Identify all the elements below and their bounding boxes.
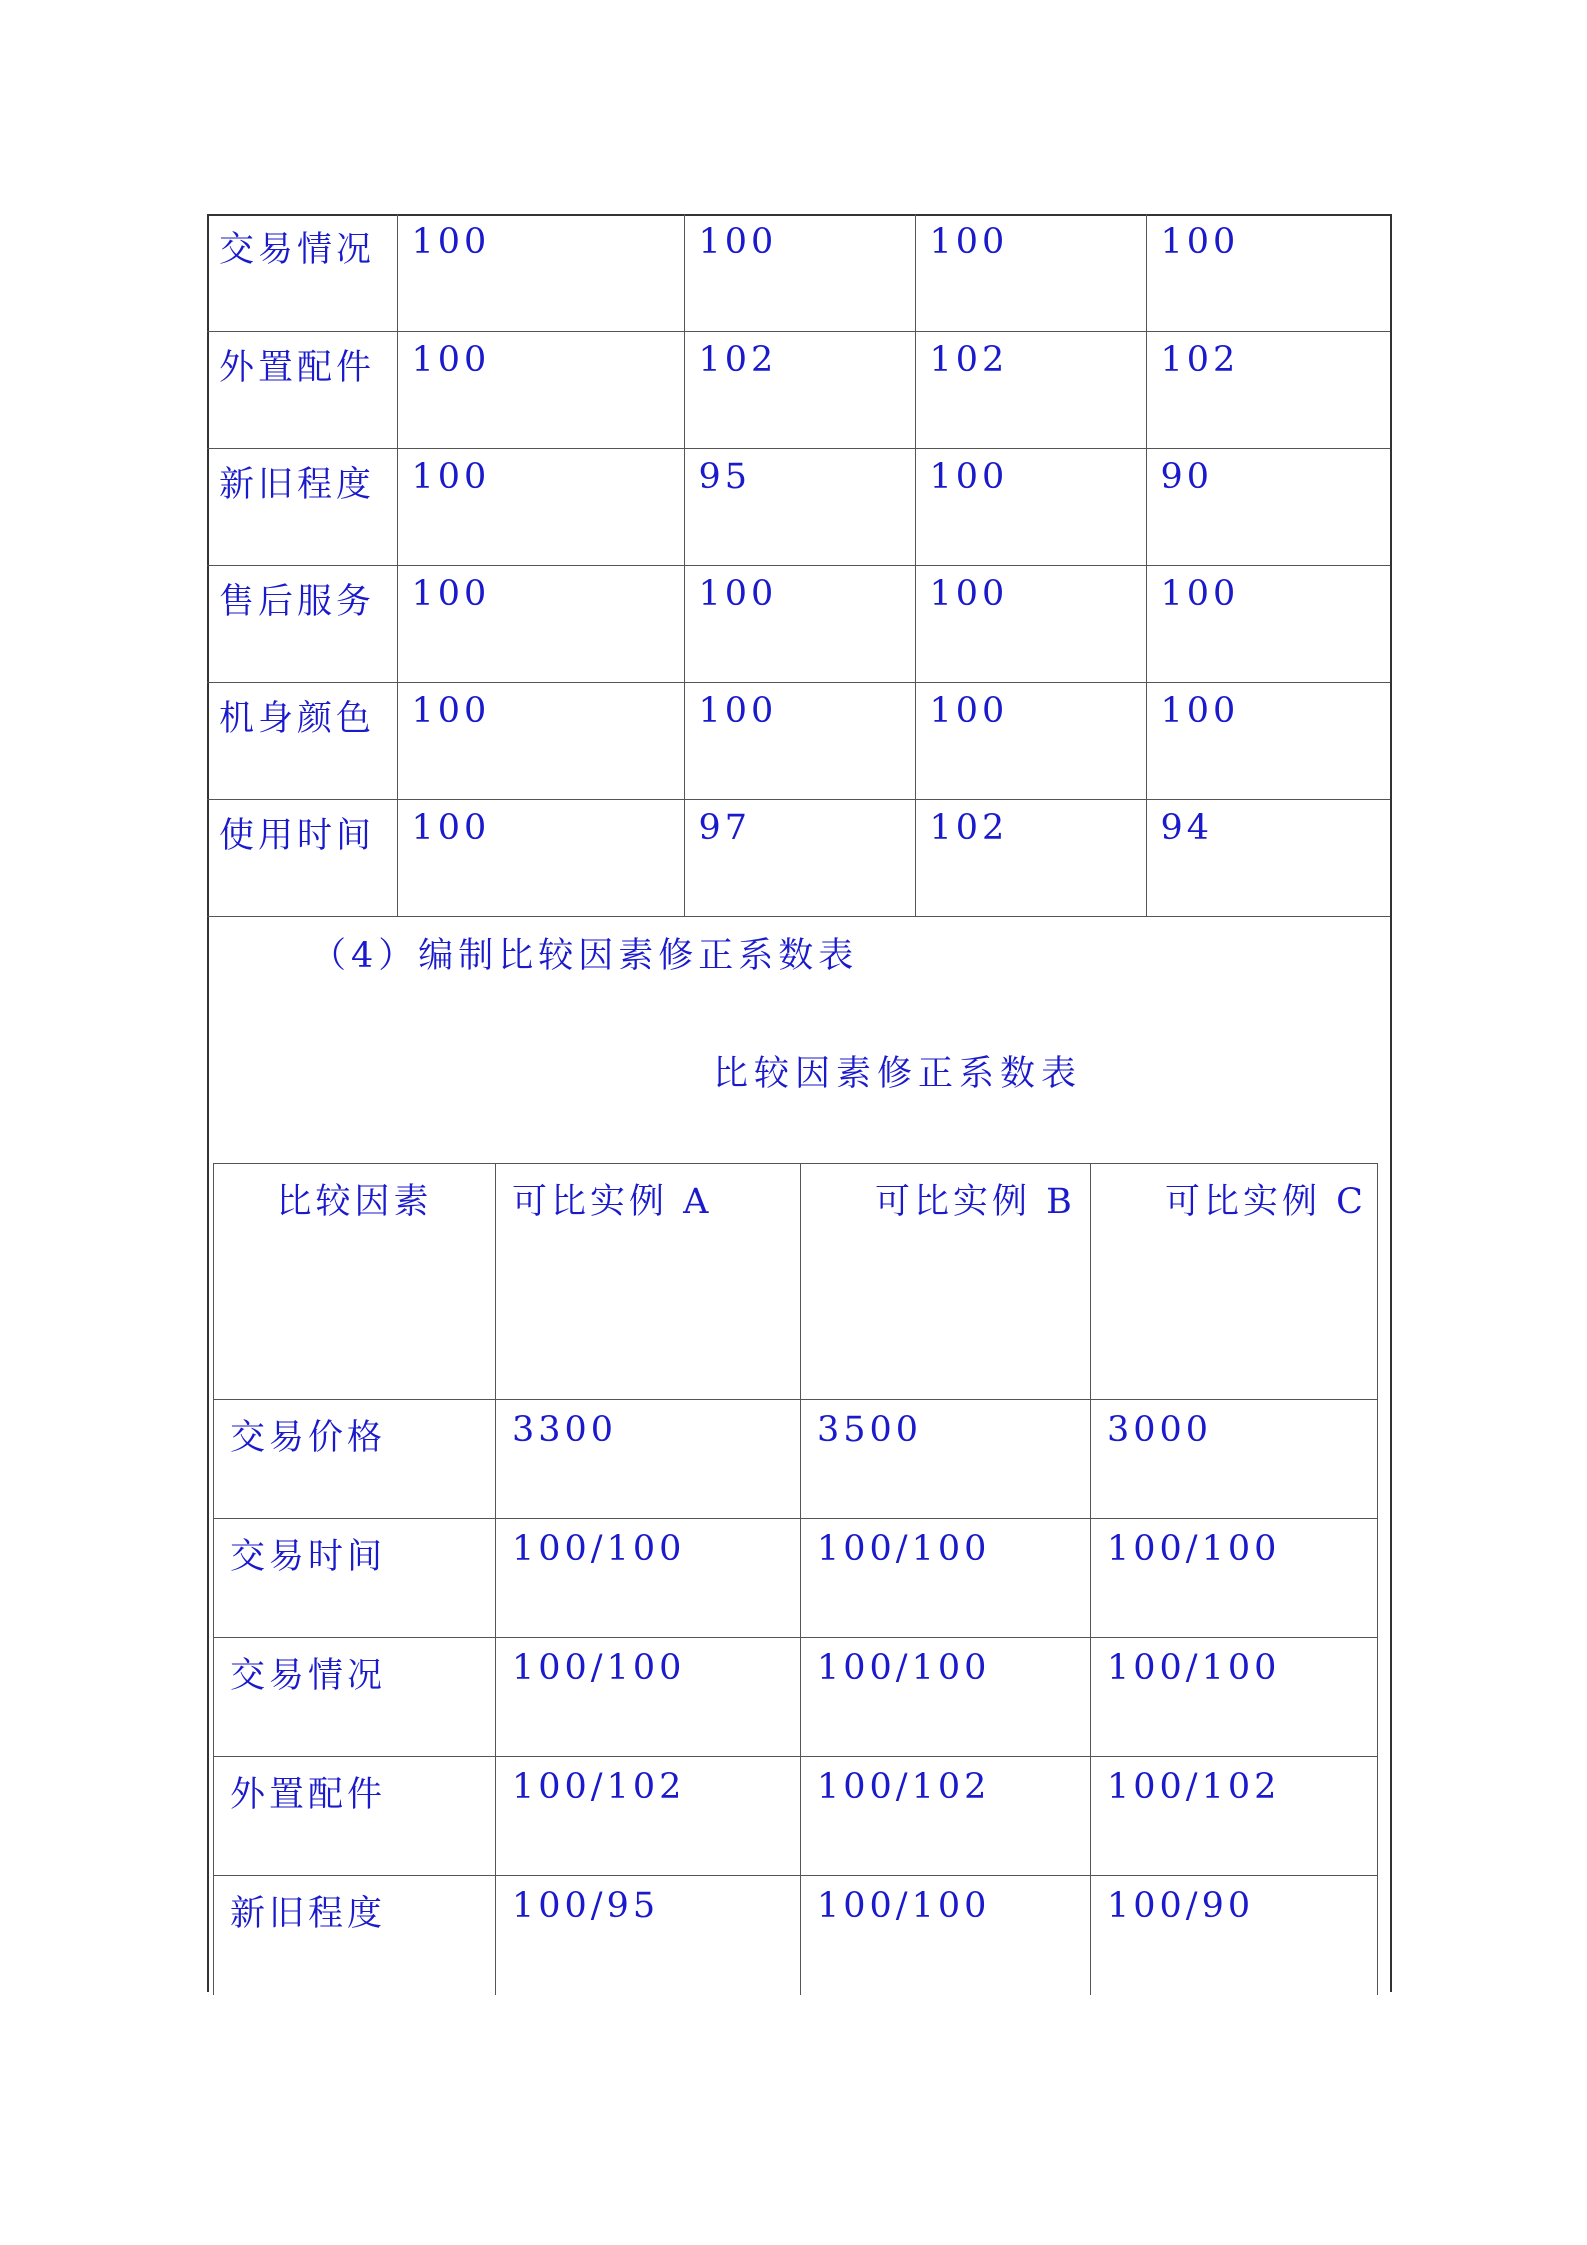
row-label: 交易时间 bbox=[214, 1519, 496, 1638]
row-label: 外置配件 bbox=[214, 1757, 496, 1876]
row-label: 机身颜色 bbox=[207, 682, 397, 799]
table-cell: 100 bbox=[397, 214, 684, 331]
table-header-row bbox=[214, 1164, 1378, 1400]
table-cell: 102 bbox=[1146, 331, 1390, 448]
row-label: 交易价格 bbox=[214, 1400, 496, 1519]
table-cell: 100 bbox=[1146, 682, 1390, 799]
table-cell: 100 bbox=[915, 682, 1146, 799]
table-cell: 100 bbox=[397, 565, 684, 682]
table-cell: 100 bbox=[915, 214, 1146, 331]
row-label: 售后服务 bbox=[207, 565, 397, 682]
table-cell: 100 bbox=[684, 682, 915, 799]
table-cell: 100/100 bbox=[1091, 1638, 1378, 1757]
table-cell: 100/90 bbox=[1091, 1876, 1378, 1995]
row-label: 新旧程度 bbox=[207, 448, 397, 565]
column-header: 可比实例 B bbox=[801, 1164, 1091, 1400]
table-cell: 100 bbox=[684, 565, 915, 682]
table-cell: 102 bbox=[915, 799, 1146, 916]
table-cell: 100/100 bbox=[801, 1519, 1091, 1638]
table-cell: 100 bbox=[915, 565, 1146, 682]
row-label: 外置配件 bbox=[207, 331, 397, 448]
table-title: 比较因素修正系数表 bbox=[713, 1054, 1083, 1094]
table-cell: 100 bbox=[397, 448, 684, 565]
table-row bbox=[214, 1400, 1378, 1519]
table-row bbox=[214, 1876, 1378, 1995]
correction-coefficient-table bbox=[213, 1163, 1378, 1995]
table-cell: 100/102 bbox=[1091, 1757, 1378, 1876]
table-cell: 100/102 bbox=[801, 1757, 1091, 1876]
table-cell: 100 bbox=[397, 799, 684, 916]
table-cell: 100 bbox=[915, 448, 1146, 565]
table-cell: 100/95 bbox=[496, 1876, 801, 1995]
table-cell: 97 bbox=[684, 799, 915, 916]
table-row bbox=[214, 1757, 1378, 1876]
table-row bbox=[207, 682, 1390, 799]
table-cell: 3500 bbox=[801, 1400, 1091, 1519]
table-cell: 3300 bbox=[496, 1400, 801, 1519]
table-cell: 100 bbox=[1146, 565, 1390, 682]
table-cell: 102 bbox=[915, 331, 1146, 448]
table-row bbox=[207, 565, 1390, 682]
table-row bbox=[214, 1519, 1378, 1638]
row-label: 交易情况 bbox=[214, 1638, 496, 1757]
table-row bbox=[214, 1638, 1378, 1757]
table-cell: 100 bbox=[397, 682, 684, 799]
table-cell: 102 bbox=[684, 331, 915, 448]
table-row bbox=[207, 448, 1390, 565]
factor-index-table bbox=[207, 214, 1390, 917]
table-cell: 100/100 bbox=[1091, 1519, 1378, 1638]
table-cell: 95 bbox=[684, 448, 915, 565]
section-heading: （4）编制比较因素修正系数表 bbox=[311, 936, 859, 976]
table-cell: 100/100 bbox=[801, 1638, 1091, 1757]
column-header: 可比实例 C bbox=[1091, 1164, 1378, 1400]
table-row bbox=[207, 331, 1390, 448]
column-header: 比较因素 bbox=[214, 1164, 496, 1400]
table-cell: 100 bbox=[684, 214, 915, 331]
table-cell: 100 bbox=[397, 331, 684, 448]
table-cell: 100/100 bbox=[496, 1638, 801, 1757]
row-label: 新旧程度 bbox=[214, 1876, 496, 1995]
column-header: 可比实例 A bbox=[496, 1164, 801, 1400]
table-cell: 100/100 bbox=[496, 1519, 801, 1638]
table-row bbox=[207, 214, 1390, 331]
table-cell: 100/100 bbox=[801, 1876, 1091, 1995]
table-cell: 94 bbox=[1146, 799, 1390, 916]
row-label: 交易情况 bbox=[207, 214, 397, 331]
table-row bbox=[207, 799, 1390, 916]
table-cell: 3000 bbox=[1091, 1400, 1378, 1519]
row-label: 使用时间 bbox=[207, 799, 397, 916]
table-cell: 100/102 bbox=[496, 1757, 801, 1876]
table-cell: 100 bbox=[1146, 214, 1390, 331]
table-cell: 90 bbox=[1146, 448, 1390, 565]
